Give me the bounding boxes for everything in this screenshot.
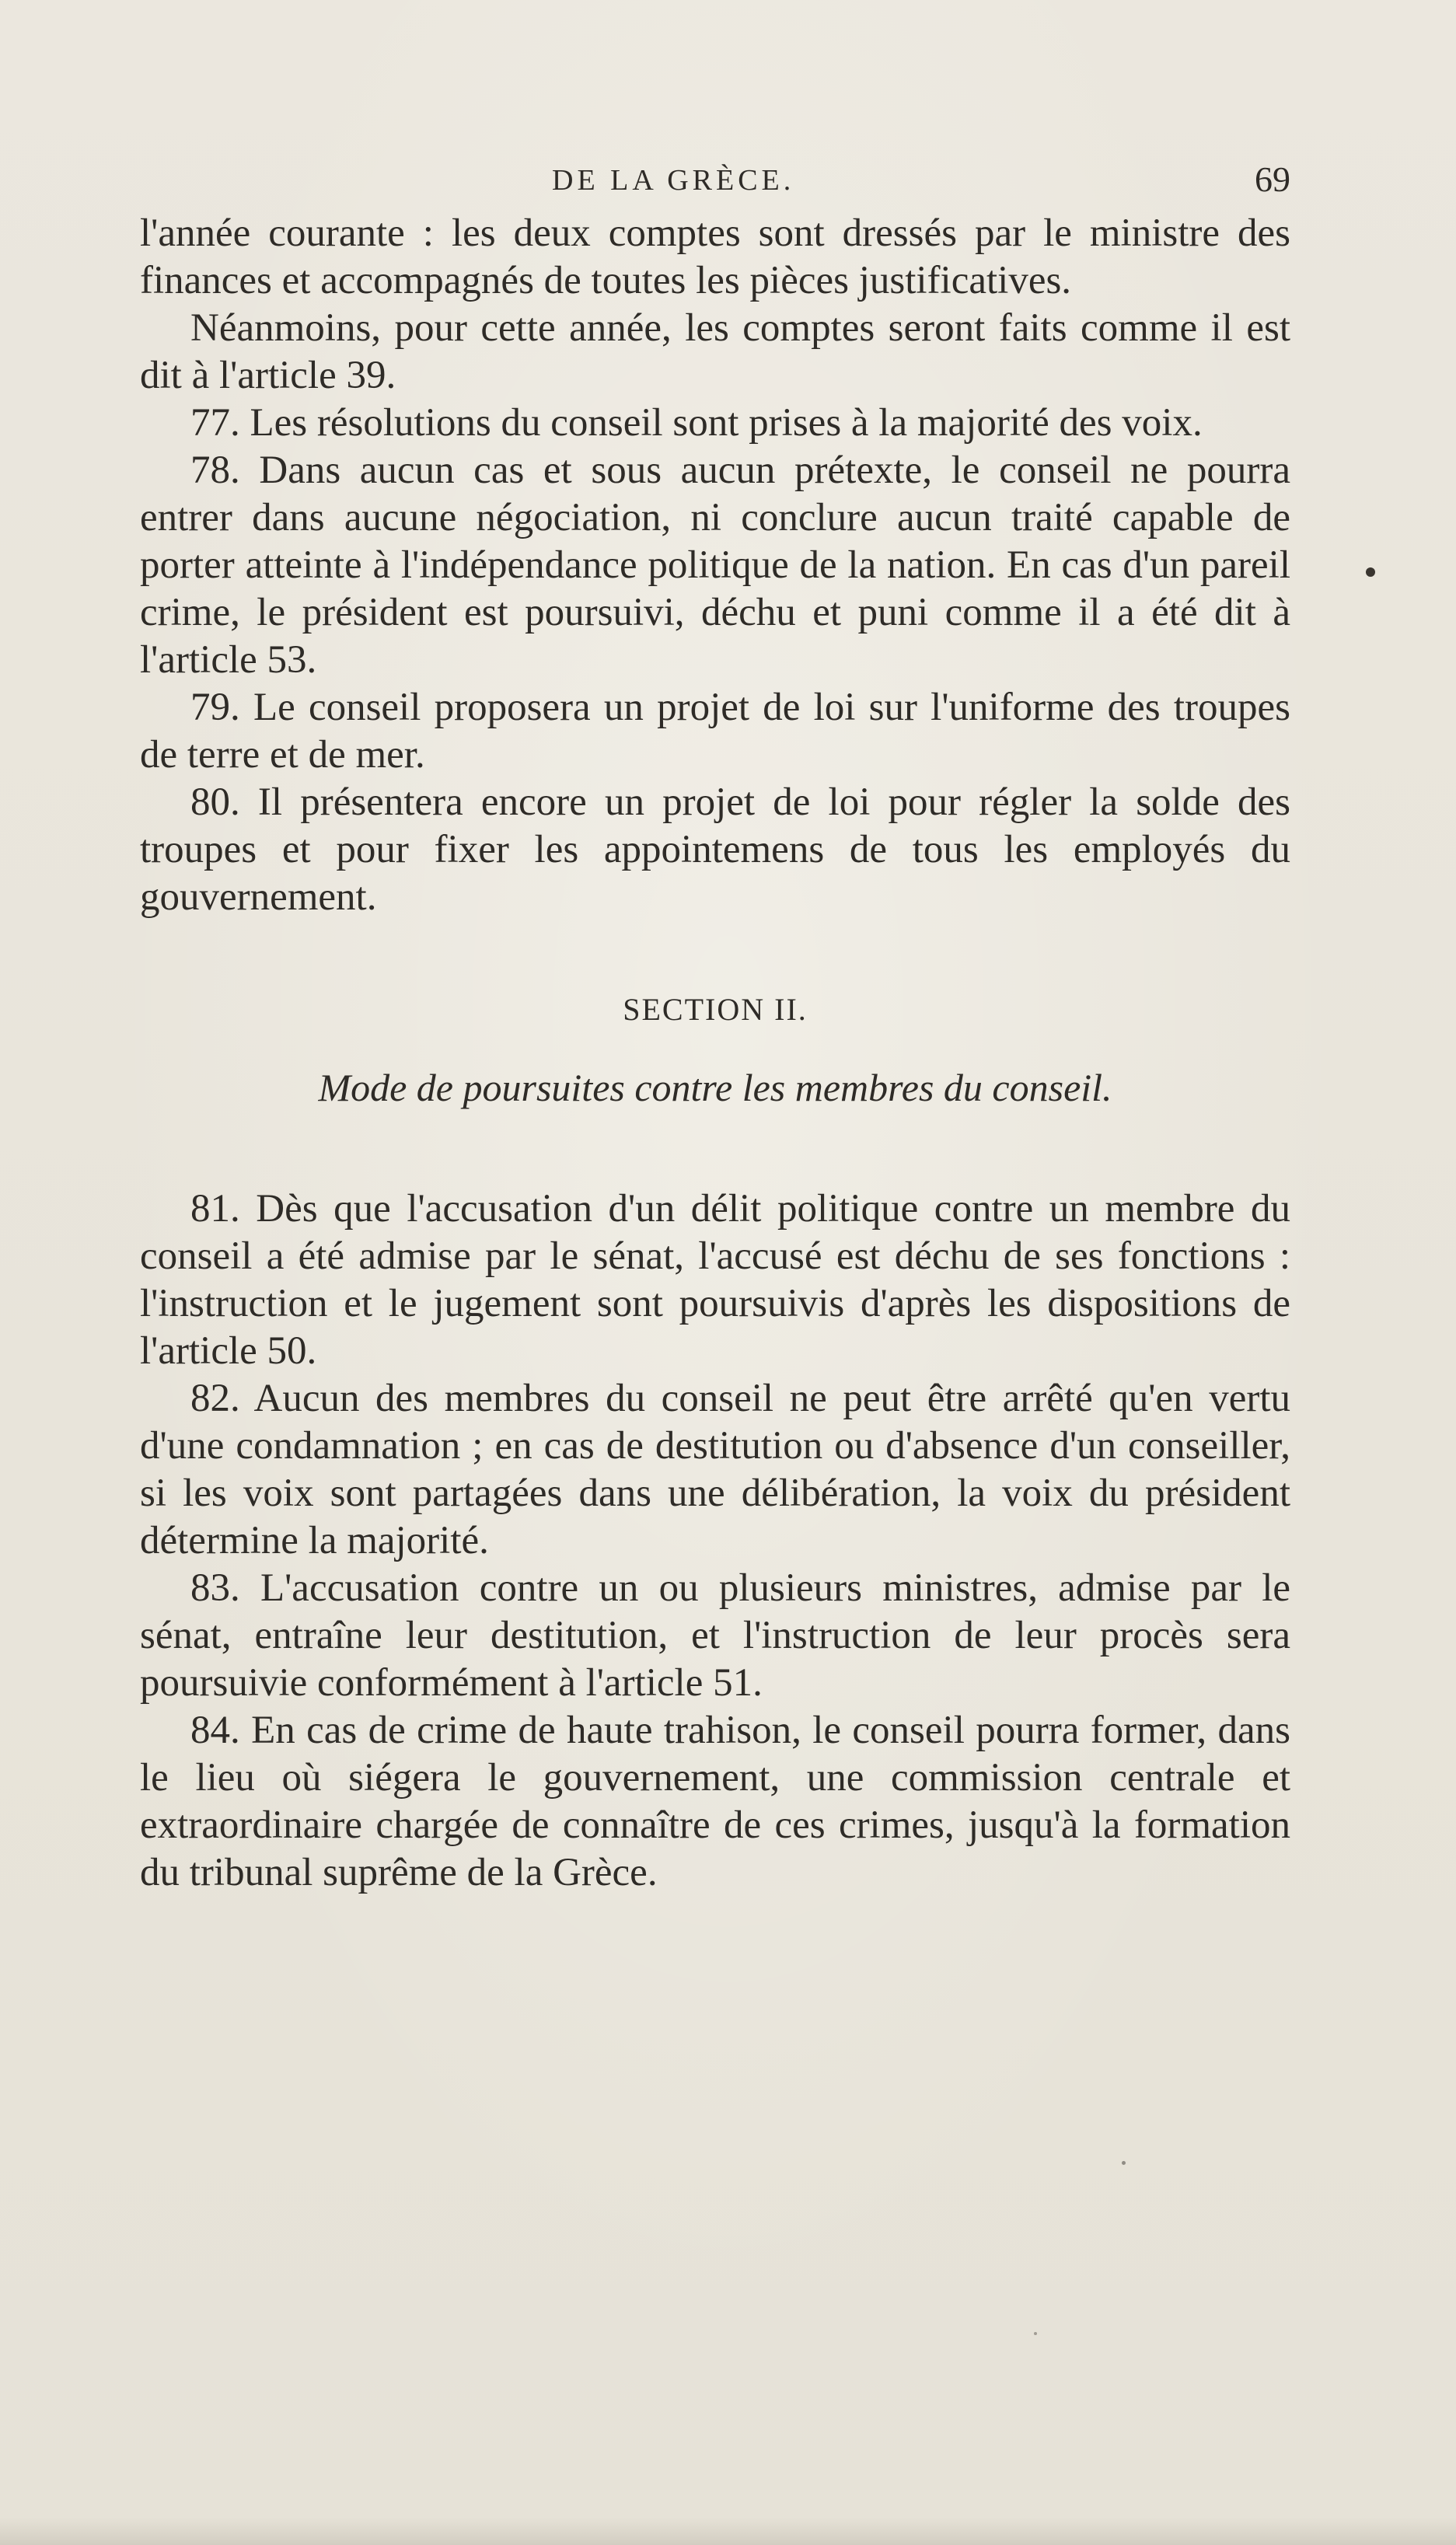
running-title: DE LA GRÈCE.	[552, 164, 795, 197]
paper-speck	[1122, 2161, 1126, 2165]
paper-speck	[1366, 567, 1375, 577]
page-bottom-edge	[0, 2517, 1456, 2545]
running-head	[140, 159, 1290, 210]
article-79: 79. Le conseil proposera un projet de loi sur l'uniforme des troupes de terre et de mer.	[140, 686, 1290, 777]
article-78: 78. Dans aucun cas et sous aucun prétexte, le conseil ne pourra entrer dans aucune négociation, ni conclure aucun traité capable de porter atteinte à l'indépendance politique de la nation. En cas d'un pareil crime, le président est poursuivi, déchu et puni comme il a été dit à l'article 53.	[140, 449, 1290, 682]
article-82: 82. Aucun des membres du conseil ne peut être arrêté qu'en vertu d'une condamnation ; en cas de destitution ou d'absence d'un conseiller, si les voix sont partagées dans une délibération, la voix du président détermine la majorité.	[140, 1377, 1290, 1562]
section-subtitle: Mode de poursuites contre les membres du conseil.	[318, 1066, 1112, 1109]
page-body	[140, 210, 1290, 1897]
section-heading: SECTION II.	[623, 992, 808, 1027]
paragraph: Néanmoins, pour cette année, les comptes seront faits comme il est dit à l'article 39.	[140, 306, 1290, 397]
article-81: 81. Dès que l'accusation d'un délit politique contre un membre du conseil a été admise par le sénat, l'accusé est déchu de ses fonctions : l'instruction et le jugement sont poursuivis d'après les dispositions de l'article 50.	[140, 1187, 1290, 1373]
page-number: 69	[1255, 159, 1290, 199]
paper-speck	[1034, 2332, 1037, 2335]
article-84: 84. En cas de crime de haute trahison, le conseil pourra former, dans le lieu où siégera le gouvernement, une commission centrale et extraordinaire chargée de connaître de ces crimes, jusqu'à la formation du tribunal suprême de la Grèce.	[140, 1709, 1290, 1894]
article-80: 80. Il présentera encore un projet de loi pour régler la solde des troupes et pour fixer les appointemens de tous les employés du gouvernement.	[140, 780, 1290, 919]
paragraph-continuation: l'année courante : les deux comptes sont dressés par le ministre des finances et accompagnés de toutes les pièces justificatives.	[140, 211, 1290, 302]
article-77: 77. Les résolutions du conseil sont prises à la majorité des voix.	[190, 401, 1203, 445]
article-83: 83. L'accusation contre un ou plusieurs ministres, admise par le sénat, entraîne leur destitution, et l'instruction de leur procès sera poursuivie conformément à l'article 51.	[140, 1566, 1290, 1705]
